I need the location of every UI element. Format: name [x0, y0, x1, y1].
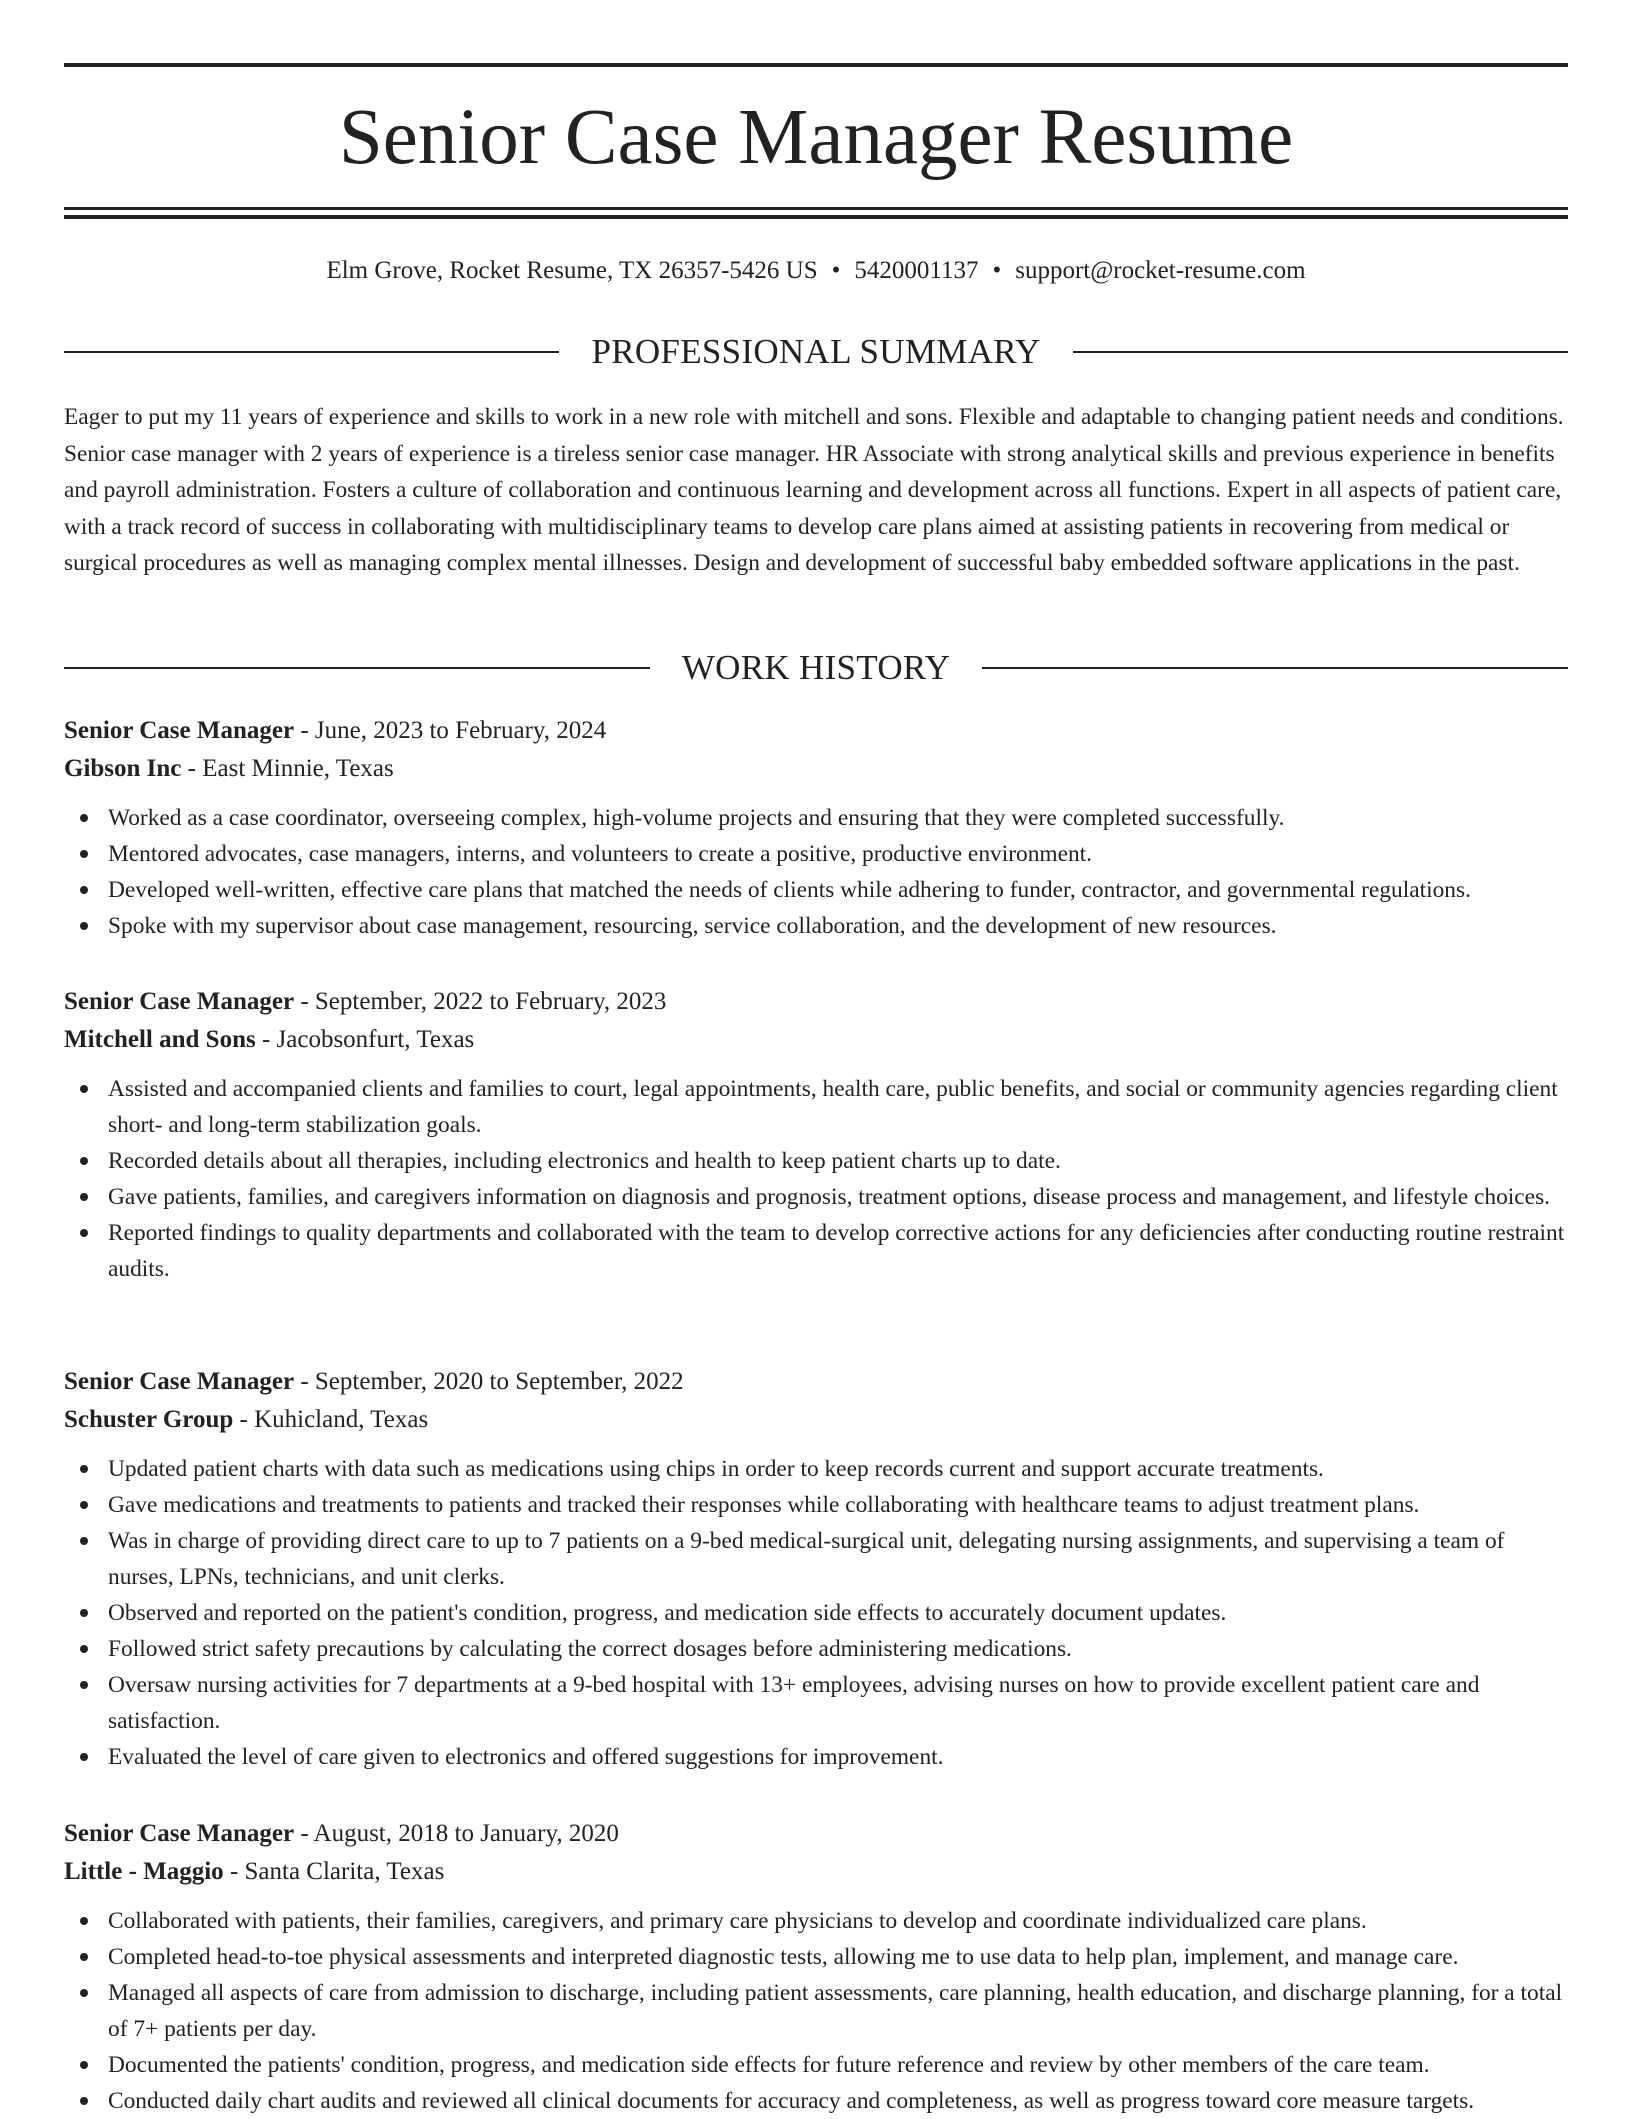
job-company-line: [64, 1853, 1568, 1891]
section-heading-summary: [64, 329, 1568, 375]
job-bullet: Reported findings to quality departments and collaborated with the team to develop corrective actions for any deficiencies after conducting routine restraint audits.: [64, 1215, 1568, 1287]
page-title: Senior Case Manager Resume: [338, 94, 1294, 181]
job-bullet: Followed strict safety precautions by calculating the correct dosages before administering medications.: [64, 1631, 1568, 1667]
job-bullet: Gave medications and treatments to patients and tracked their responses while collaborating with healthcare teams to adjust treatment plans.: [64, 1487, 1568, 1523]
job-title-line: [64, 983, 1568, 1021]
job-company-line: [64, 750, 1568, 788]
heading-rule-right: [1073, 351, 1568, 353]
job-bullets: [64, 1071, 1568, 1287]
job-bullet: Updated patient charts with data such as medications using chips in order to keep records current and support accurate treatments.: [64, 1451, 1568, 1487]
job-bullet: Documented the patients' condition, progress, and medication side effects for future reference and review by other members of the care team.: [64, 2047, 1568, 2083]
job-location: - East Minnie, Texas: [181, 755, 394, 782]
job-title: Senior Case Manager: [64, 717, 295, 744]
job-company: Schuster Group: [64, 1406, 234, 1433]
job-title-line: [64, 1363, 1568, 1401]
job-company-line: [64, 1401, 1568, 1439]
heading-rule-left: [64, 351, 559, 353]
job-location: - Kuhicland, Texas: [233, 1406, 429, 1433]
job-entry: [64, 712, 1568, 944]
job-bullet: Gave patients, families, and caregivers information on diagnosis and prognosis, treatment options, disease process and management, and lifestyle choices.: [64, 1179, 1568, 1215]
job-company: Mitchell and Sons: [64, 1026, 256, 1053]
job-entry: [64, 1363, 1568, 1775]
job-bullets: [64, 1903, 1568, 2119]
job-dates: - August, 2018 to January, 2020: [294, 1820, 619, 1847]
job-dates: - June, 2023 to February, 2024: [294, 717, 607, 744]
contact-info: [64, 254, 1568, 288]
title-divider-lower: [64, 215, 1568, 219]
job-company-line: [64, 1021, 1568, 1059]
section-heading-work-history: [64, 645, 1568, 691]
summary-text: Eager to put my 11 years of experience and skills to work in a new role with mitchell and sons. Flexible and adaptable to changing patient needs and conditions. Senior case manager with 2 years of experience is a tireless senior case manager. HR Associate with strong analytical skills and previous experience in benefits and payroll administration. Fosters a culture of collaboration and continuous learning and development across all functions. Expert in all aspects of patient care, with a track record of success in collaborating with multidisciplinary teams to develop care plans aimed at assisting patients in recovering from medical or surgical procedures as well as managing complex mental illnesses. Design and development of successful baby embedded software applications in the past.: [64, 404, 1564, 576]
contact-address: Elm Grove, Rocket Resume, TX 26357-5426 US: [326, 257, 818, 284]
job-dates: - September, 2022 to February, 2023: [294, 988, 667, 1015]
job-bullet: Worked as a case coordinator, overseeing complex, high-volume projects and ensuring that they were completed successfully.: [64, 800, 1568, 836]
job-title: Senior Case Manager: [64, 1820, 295, 1847]
contact-phone: 5420001137: [854, 257, 979, 284]
job-bullet: Developed well-written, effective care plans that matched the needs of clients while adhering to funder, contractor, and governmental regulations.: [64, 872, 1568, 908]
heading-rule-right: [982, 667, 1568, 669]
job-entry: [64, 1815, 1568, 2119]
job-title: Senior Case Manager: [64, 1368, 295, 1395]
section-title: PROFESSIONAL SUMMARY: [591, 332, 1041, 371]
top-divider: [64, 63, 1568, 67]
job-dates: - September, 2020 to September, 2022: [294, 1368, 684, 1395]
job-company: Gibson Inc: [64, 755, 182, 782]
job-bullets: [64, 800, 1568, 944]
contact-email: support@rocket-resume.com: [1015, 257, 1306, 284]
title-divider-upper: [64, 207, 1568, 210]
job-bullet: Managed all aspects of care from admission to discharge, including patient assessments, care planning, health education, and discharge planning, for a total of 7+ patients per day.: [64, 1975, 1568, 2047]
job-bullet: Mentored advocates, case managers, interns, and volunteers to create a positive, productive environment.: [64, 836, 1568, 872]
job-bullet: Collaborated with patients, their families, caregivers, and primary care physicians to develop and coordinate individualized care plans.: [64, 1903, 1568, 1939]
job-title-line: [64, 712, 1568, 750]
contact-separator: •: [831, 257, 841, 284]
job-bullet: Assisted and accompanied clients and families to court, legal appointments, health care, public benefits, and social or community agencies regarding client short- and long-term stabilization goals.: [64, 1071, 1568, 1143]
job-bullet: Evaluated the level of care given to electronics and offered suggestions for improvement.: [64, 1739, 1568, 1775]
job-bullet: Was in charge of providing direct care to up to 7 patients on a 9-bed medical-surgical unit, delegating nursing assignments, and supervising a team of nurses, LPNs, technicians, and unit clerks.: [64, 1523, 1568, 1595]
job-bullets: [64, 1451, 1568, 1775]
job-location: - Jacobsonfurt, Texas: [255, 1026, 475, 1053]
job-bullet: Spoke with my supervisor about case management, resourcing, service collaboration, and the development of new resources.: [64, 908, 1568, 944]
job-company: Little - Maggio: [64, 1858, 224, 1885]
job-title: Senior Case Manager: [64, 988, 295, 1015]
contact-separator: •: [992, 257, 1002, 284]
heading-rule-left: [64, 667, 650, 669]
job-title-line: [64, 1815, 1568, 1853]
job-location: - Santa Clarita, Texas: [223, 1858, 445, 1885]
job-bullet: Conducted daily chart audits and reviewed all clinical documents for accuracy and completeness, as well as progress toward core measure targets.: [64, 2083, 1568, 2119]
job-bullet: Oversaw nursing activities for 7 departments at a 9-bed hospital with 13+ employees, advising nurses on how to provide excellent patient care and satisfaction.: [64, 1667, 1568, 1739]
job-bullet: Completed head-to-toe physical assessments and interpreted diagnostic tests, allowing me to use data to help plan, implement, and manage care.: [64, 1939, 1568, 1975]
job-entry: [64, 983, 1568, 1287]
job-bullet: Recorded details about all therapies, including electronics and health to keep patient charts up to date.: [64, 1143, 1568, 1179]
section-title: WORK HISTORY: [681, 648, 951, 687]
job-bullet: Observed and reported on the patient's condition, progress, and medication side effects to accurately document updates.: [64, 1595, 1568, 1631]
